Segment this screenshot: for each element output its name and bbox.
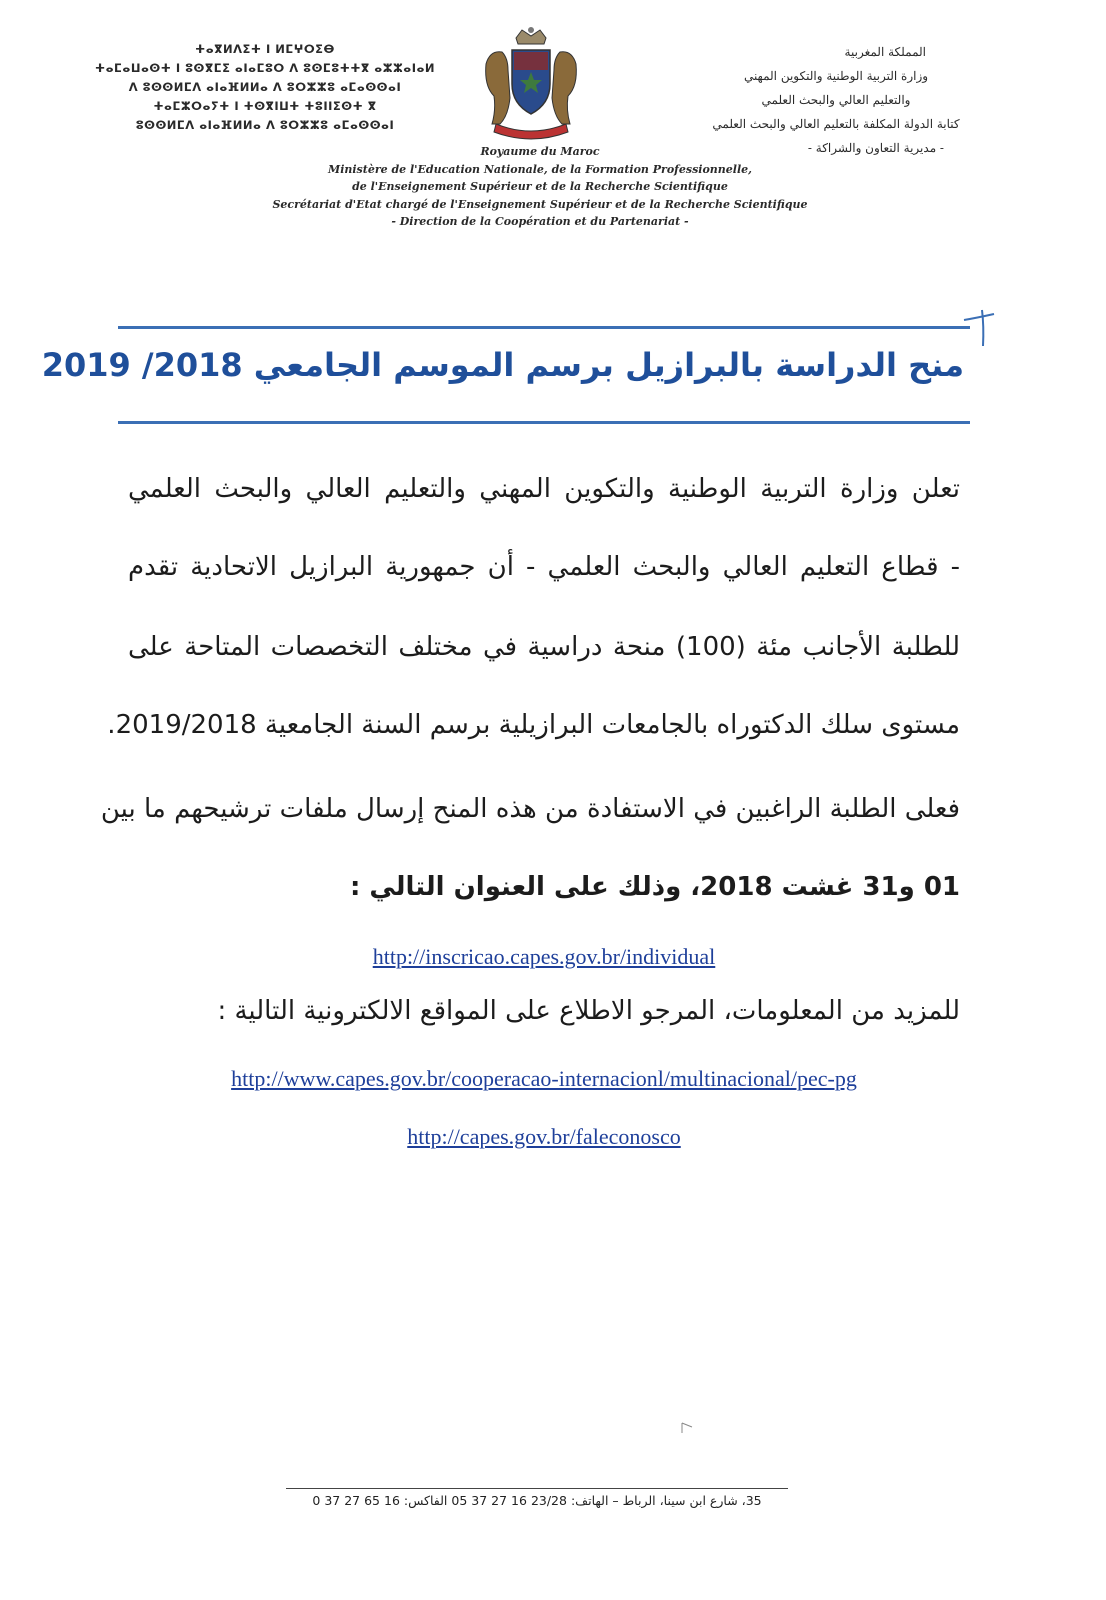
french-line-3: de l'Enseignement Supérieur et de la Recherche Scientifique	[352, 180, 728, 193]
handwritten-mark-icon	[962, 306, 996, 348]
french-line-4: Secrétariat d'Etat chargé de l'Enseignement Supérieur et de la Recherche Scientifique	[272, 197, 808, 211]
moroccan-coat-of-arms-icon	[478, 24, 584, 142]
capes-contact-link[interactable]: http://capes.gov.br/faleconosco	[407, 1124, 681, 1149]
french-line-1: Royaume du Maroc	[480, 145, 600, 158]
body-line-3: للطلبة الأجانب مئة (100) منحة دراسية في مختلف التخصصات المتاحة على	[128, 632, 960, 662]
arabic-line-3: والتعليم العالي والبحث العلمي	[761, 93, 911, 107]
body-line-1: تعلن وزارة التربية الوطنية والتكوين المهني والتعليم العالي والبحث العلمي	[128, 474, 960, 504]
tifinagh-line-3: ⴷ ⵓⵙⵙⵍⵎⴷ ⴰⵏⴰⴼⵍⵍⴰ ⴷ ⵓⵔⵣⵣⵓ ⴰⵎⴰⵙⵙⴰⵏ	[128, 80, 402, 94]
capes-cooperation-link[interactable]: http://www.capes.gov.br/cooperacao-internacionl/multinacional/pec-pg	[231, 1066, 857, 1091]
tifinagh-line-2: ⵜⴰⵎⴰⵡⴰⵙⵜ ⵏ ⵓⵙⴳⵎⵉ ⴰⵏⴰⵎⵓⵔ ⴷ ⵓⵙⵎⵓⵜⵜⴳ ⴰⵣⵣⴰⵏⴰⵍ	[95, 61, 436, 75]
french-line-2: Ministère de l'Education Nationale, de la Formation Professionnelle,	[328, 162, 752, 176]
header-tifinagh	[95, 40, 435, 135]
arabic-line-1: المملكة المغربية	[844, 45, 926, 59]
body-line-5: فعلى الطلبة الراغبين في الاستفادة من هذه المنح إرسال ملفات ترشيحهم ما بين	[100, 794, 960, 824]
body-line-6: 01 و31 غشت 2018، وذلك على العنوان التالي :	[349, 872, 960, 902]
body-line-4: مستوى سلك الدكتوراه بالجامعات البرازيلية برسم السنة الجامعية 2019/2018.	[107, 710, 960, 740]
tifinagh-line-4: ⵜⴰⵎⵣⵔⴰⵢⵜ ⵏ ⵜⵙⴳⵏⵡⵜ ⵜⵓⵏⵏⵉⵙⵜ ⴳ	[153, 99, 377, 113]
french-line-5: - Direction de la Coopération et du Partenariat -	[391, 215, 689, 228]
header-french	[240, 143, 840, 231]
arabic-line-4: كتابة الدولة المكلفة بالتعليم العالي والبحث العلمي	[712, 117, 960, 131]
arabic-line-2: وزارة التربية الوطنية والتكوين المهني	[743, 69, 929, 83]
footer-rule	[286, 1488, 788, 1489]
body-line-2: - قطاع التعليم العالي والبحث العلمي - أن جمهورية البرازيل الاتحادية تقدم	[128, 552, 960, 582]
tifinagh-line-5: ⵓⵙⵙⵍⵎⴷ ⴰⵏⴰⴼⵍⵍⴰ ⴷ ⵓⵔⵣⵣⵓ ⴰⵎⴰⵙⵙⴰⵏ	[135, 118, 395, 132]
title-bottom-rule	[118, 421, 970, 424]
footer-address: 35، شارع ابن سينا، الرباط – الهاتف: 23/28 16 27 37 05 الفاكس: 16 65 27 37 0	[312, 1493, 762, 1508]
header-arabic	[676, 40, 996, 160]
application-link[interactable]: http://inscricao.capes.gov.br/individual	[372, 944, 716, 969]
stray-mark-icon	[680, 1421, 694, 1435]
arabic-line-5: - مديرية التعاون والشراكة -	[807, 141, 944, 155]
title-top-rule	[118, 326, 970, 329]
document-title: منح الدراسة بالبرازيل برسم الموسم الجامعي 2018/ 2019	[41, 346, 964, 384]
tifinagh-line-1: ⵜⴰⴳⵍⴷⵉⵜ ⵏ ⵍⵎⵖⵔⵉⴱ	[195, 42, 335, 56]
body-line-7: للمزيد من المعلومات، المرجو الاطلاع على المواقع الالكترونية التالية :	[217, 996, 960, 1026]
